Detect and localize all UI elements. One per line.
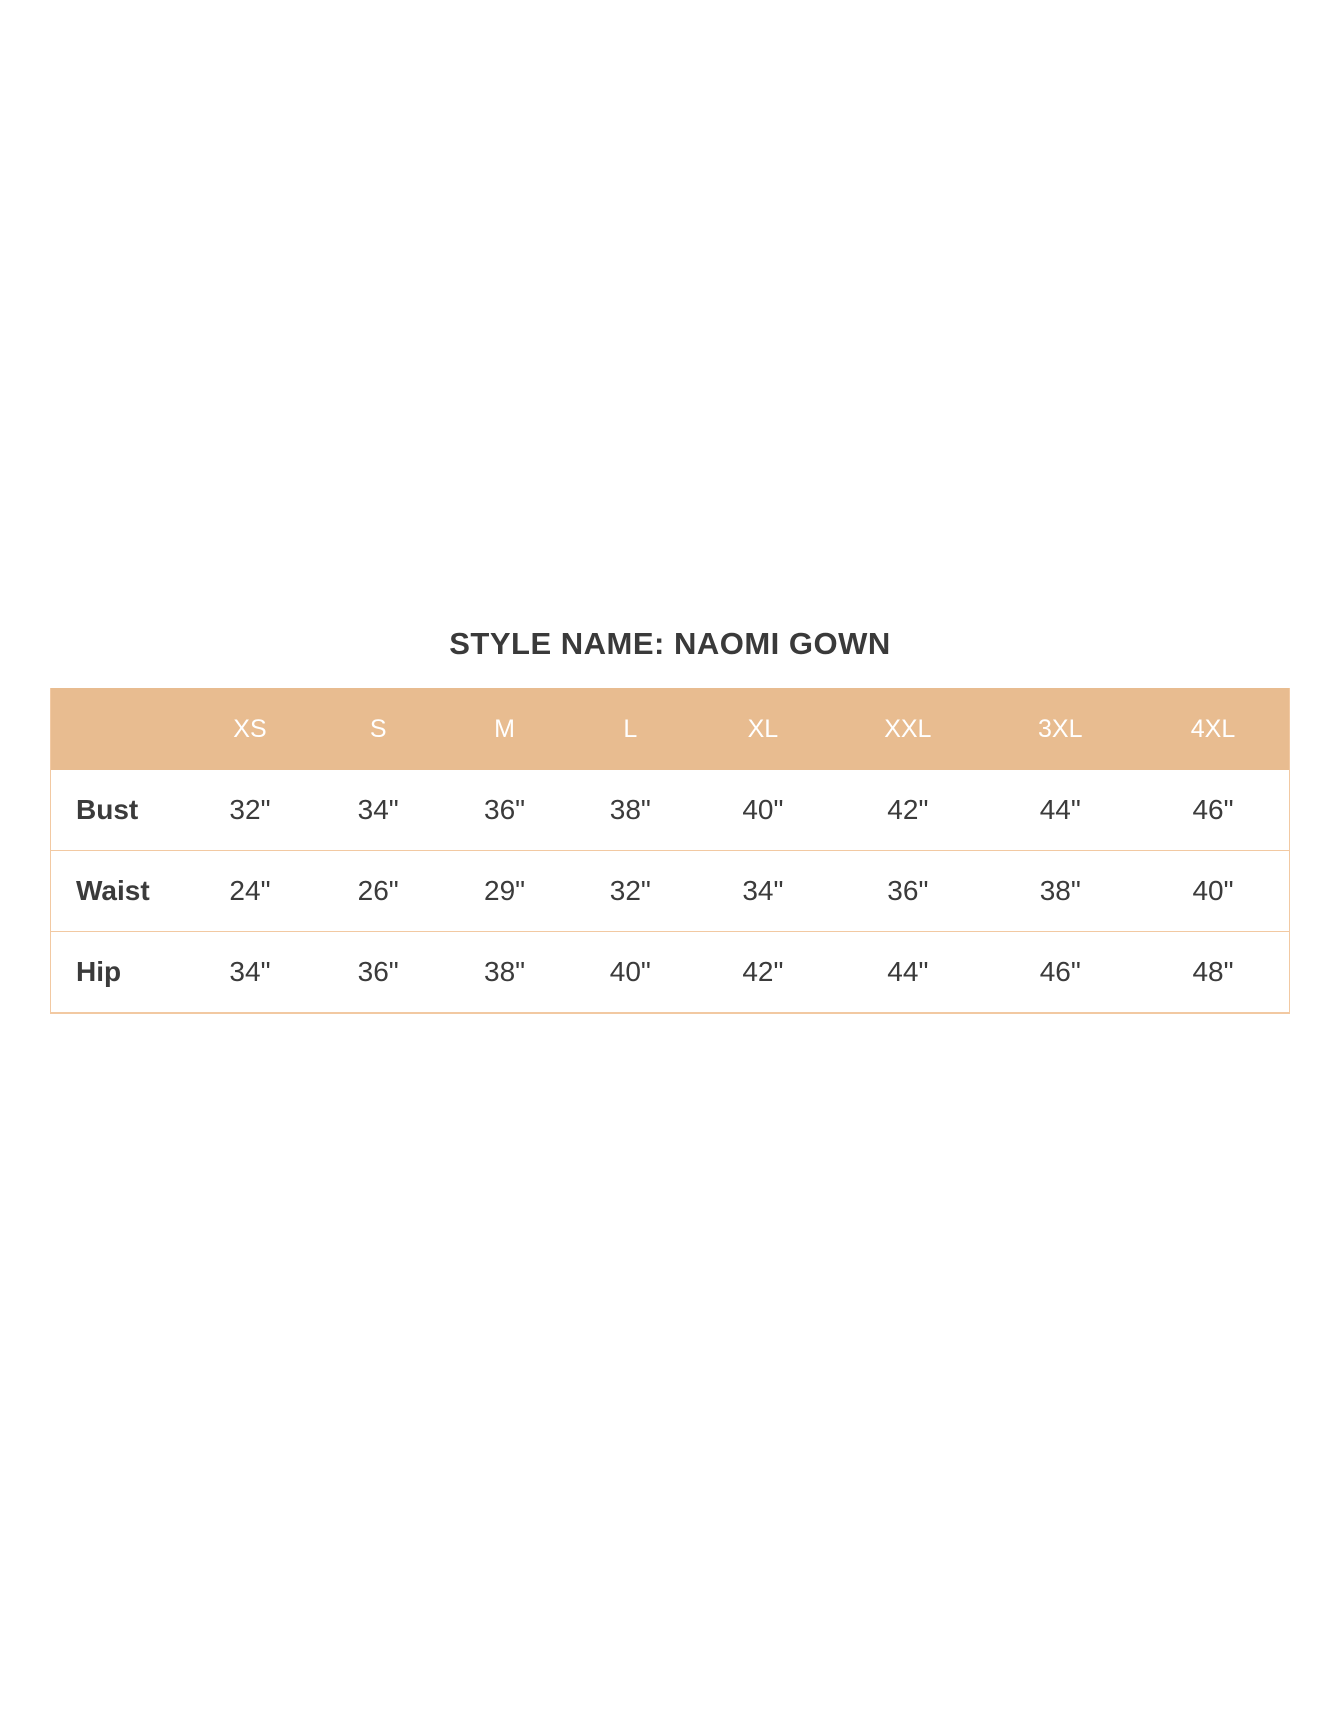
hip-value-l: 40" <box>567 932 693 1014</box>
bust-value-s: 34" <box>314 770 442 851</box>
bust-value-3xl: 44" <box>983 770 1137 851</box>
corner-cell <box>51 688 186 770</box>
waist-value-l: 32" <box>567 851 693 932</box>
size-header-row <box>51 688 1290 770</box>
style-name-title: STYLE NAME: NAOMI GOWN <box>449 626 891 661</box>
size-column-header-m: M <box>442 688 567 770</box>
bust-value-4xl: 46" <box>1137 770 1289 851</box>
hip-value-xs: 34" <box>186 932 315 1014</box>
bust-value-xxl: 42" <box>832 770 983 851</box>
waist-value-xxl: 36" <box>832 851 983 932</box>
hip-value-3xl: 46" <box>983 932 1137 1014</box>
bust-value-l: 38" <box>567 770 693 851</box>
size-column-header-xs: XS <box>186 688 315 770</box>
hip-value-m: 38" <box>442 932 567 1014</box>
bust-value-xs: 32" <box>186 770 315 851</box>
waist-value-xl: 34" <box>694 851 833 932</box>
bust-value-m: 36" <box>442 770 567 851</box>
size-chart-container <box>50 688 1290 1014</box>
waist-value-s: 26" <box>314 851 442 932</box>
waist-value-m: 29" <box>442 851 567 932</box>
row-label-bust: Bust <box>51 770 186 851</box>
measurement-row-hip <box>51 932 1290 1014</box>
waist-value-3xl: 38" <box>983 851 1137 932</box>
row-label-waist: Waist <box>51 851 186 932</box>
size-column-header-s: S <box>314 688 442 770</box>
size-column-header-l: L <box>567 688 693 770</box>
hip-value-xl: 42" <box>694 932 833 1014</box>
size-column-header-4xl: 4XL <box>1137 688 1289 770</box>
bust-value-xl: 40" <box>694 770 833 851</box>
size-chart-table <box>50 688 1290 1014</box>
hip-value-4xl: 48" <box>1137 932 1289 1014</box>
measurement-row-bust <box>51 770 1290 851</box>
hip-value-s: 36" <box>314 932 442 1014</box>
waist-value-4xl: 40" <box>1137 851 1289 932</box>
size-column-header-3xl: 3XL <box>983 688 1137 770</box>
size-column-header-xl: XL <box>694 688 833 770</box>
measurement-row-waist <box>51 851 1290 932</box>
row-label-hip: Hip <box>51 932 186 1014</box>
hip-value-xxl: 44" <box>832 932 983 1014</box>
size-column-header-xxl: XXL <box>832 688 983 770</box>
waist-value-xs: 24" <box>186 851 315 932</box>
